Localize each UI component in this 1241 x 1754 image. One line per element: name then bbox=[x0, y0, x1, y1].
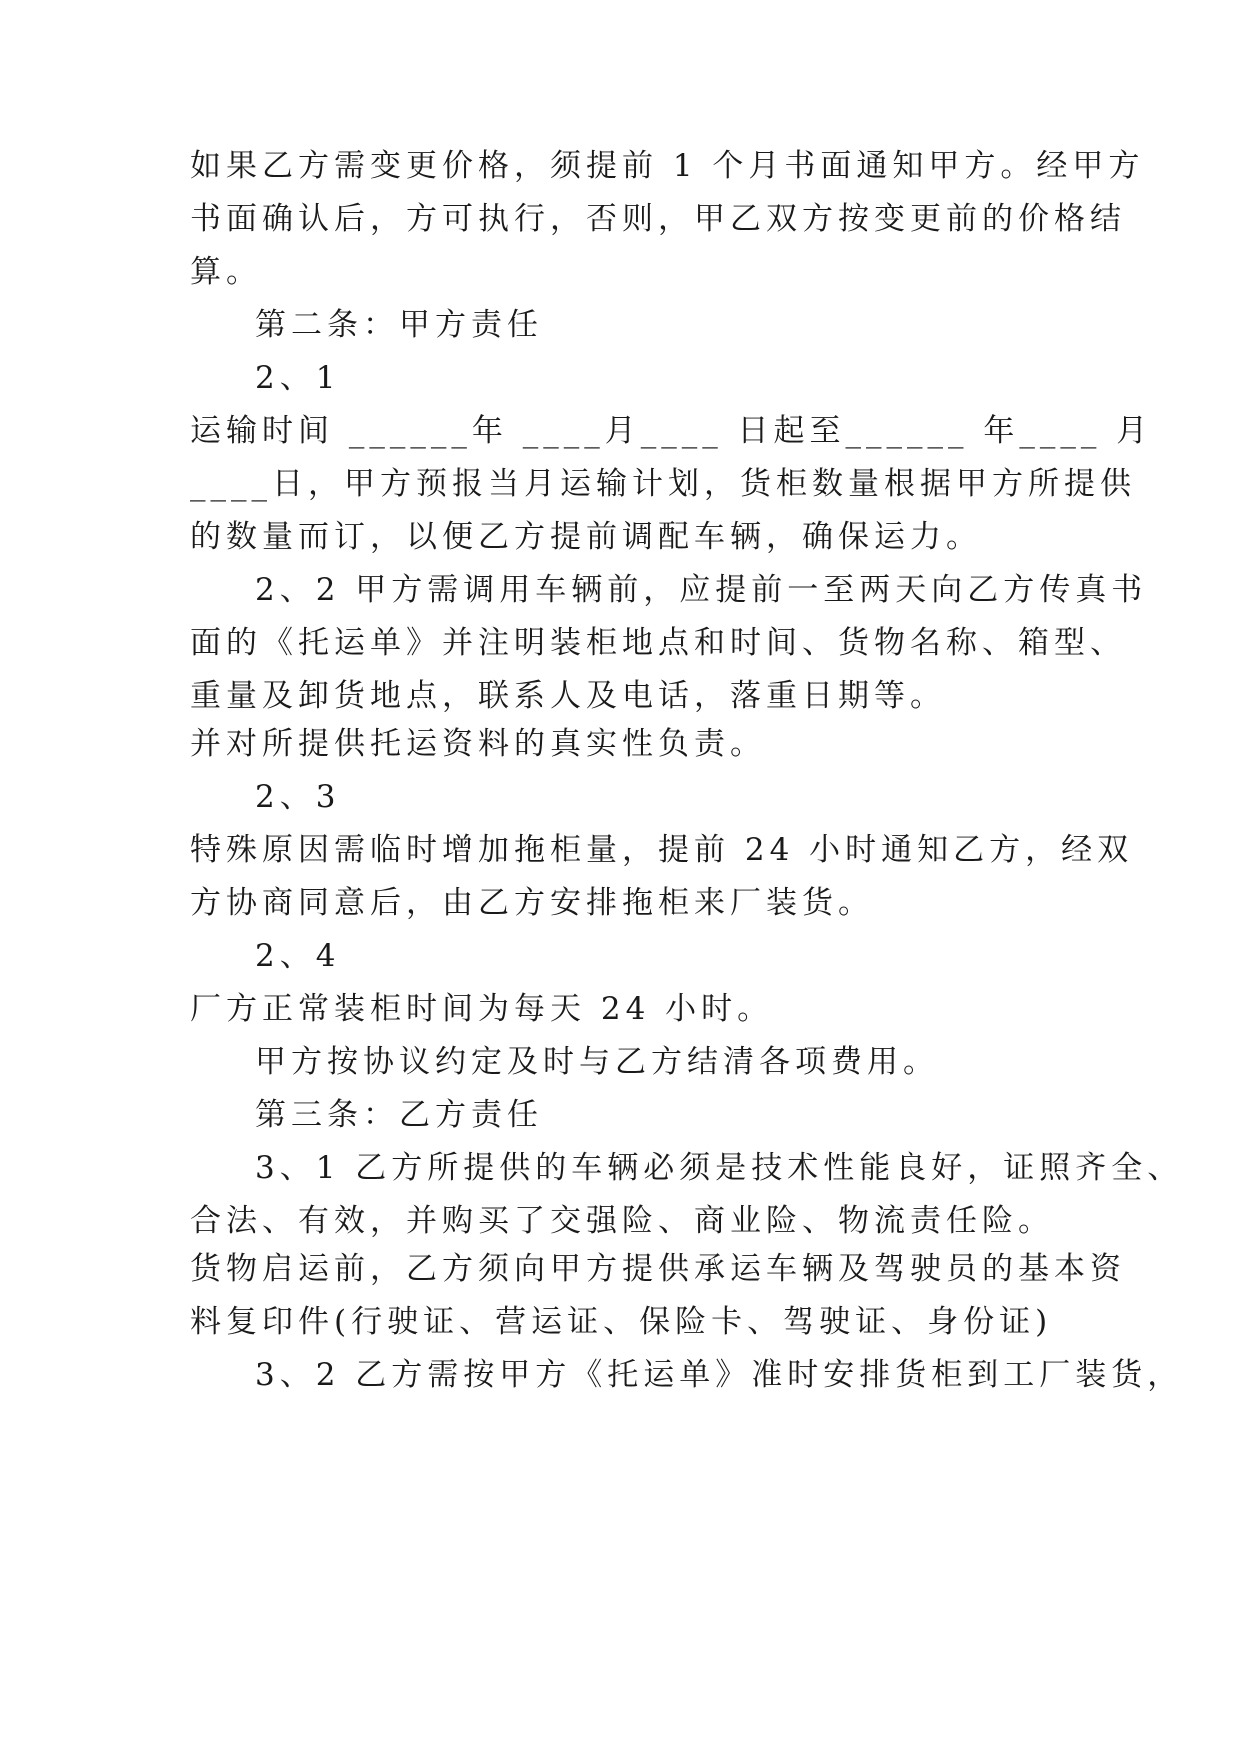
text-line: 重量及卸货地点，联系人及电话，落重日期等。 bbox=[190, 678, 946, 714]
text-line: 3、1 乙方所提供的车辆必须是技术性能良好，证照齐全、 bbox=[255, 1150, 1184, 1186]
text-line: 合法、有效，并购买了交强险、商业险、物流责任险。 bbox=[190, 1203, 1054, 1239]
text-line: 甲方按协议约定及时与乙方结清各项费用。 bbox=[255, 1044, 939, 1080]
text-line: 面的《托运单》并注明装柜地点和时间、货物名称、箱型、 bbox=[190, 625, 1126, 661]
text-line: 运输时间 ______年 ____月____ 日起至______ 年____ 月 bbox=[190, 413, 1153, 449]
text-line: 2、2 甲方需调用车辆前，应提前一至两天向乙方传真书 bbox=[255, 572, 1148, 608]
text-line: 货物启运前，乙方须向甲方提供承运车辆及驾驶员的基本资 bbox=[190, 1251, 1126, 1287]
clause-number: 2、3 bbox=[255, 779, 341, 815]
text-line: 并对所提供托运资料的真实性负责。 bbox=[190, 726, 766, 762]
text-line: 方协商同意后，由乙方安排拖柜来厂装货。 bbox=[190, 885, 874, 921]
text-line: 如果乙方需变更价格，须提前 1 个月书面通知甲方。经甲方 bbox=[190, 148, 1145, 184]
text-line: ____日，甲方预报当月运输计划，货柜数量根据甲方所提供 bbox=[190, 466, 1136, 502]
text-line: 算。 bbox=[190, 254, 262, 290]
clause-number: 2、1 bbox=[255, 360, 341, 396]
text-line: 料复印件(行驶证、营运证、保险卡、驾驶证、身份证) bbox=[190, 1304, 1053, 1340]
clause-number: 2、4 bbox=[255, 938, 341, 974]
text-line: 特殊原因需临时增加拖柜量，提前 24 小时通知乙方，经双 bbox=[190, 832, 1134, 868]
section-heading: 第三条：乙方责任 bbox=[255, 1097, 543, 1133]
section-heading: 第二条：甲方责任 bbox=[255, 307, 543, 343]
text-line: 3、2 乙方需按甲方《托运单》准时安排货柜到工厂装货， bbox=[255, 1357, 1184, 1393]
text-line: 书面确认后，方可执行，否则，甲乙双方按变更前的价格结 bbox=[190, 201, 1126, 237]
text-line: 的数量而订，以便乙方提前调配车辆，确保运力。 bbox=[190, 519, 982, 555]
text-line: 厂方正常装柜时间为每天 24 小时。 bbox=[190, 991, 774, 1027]
